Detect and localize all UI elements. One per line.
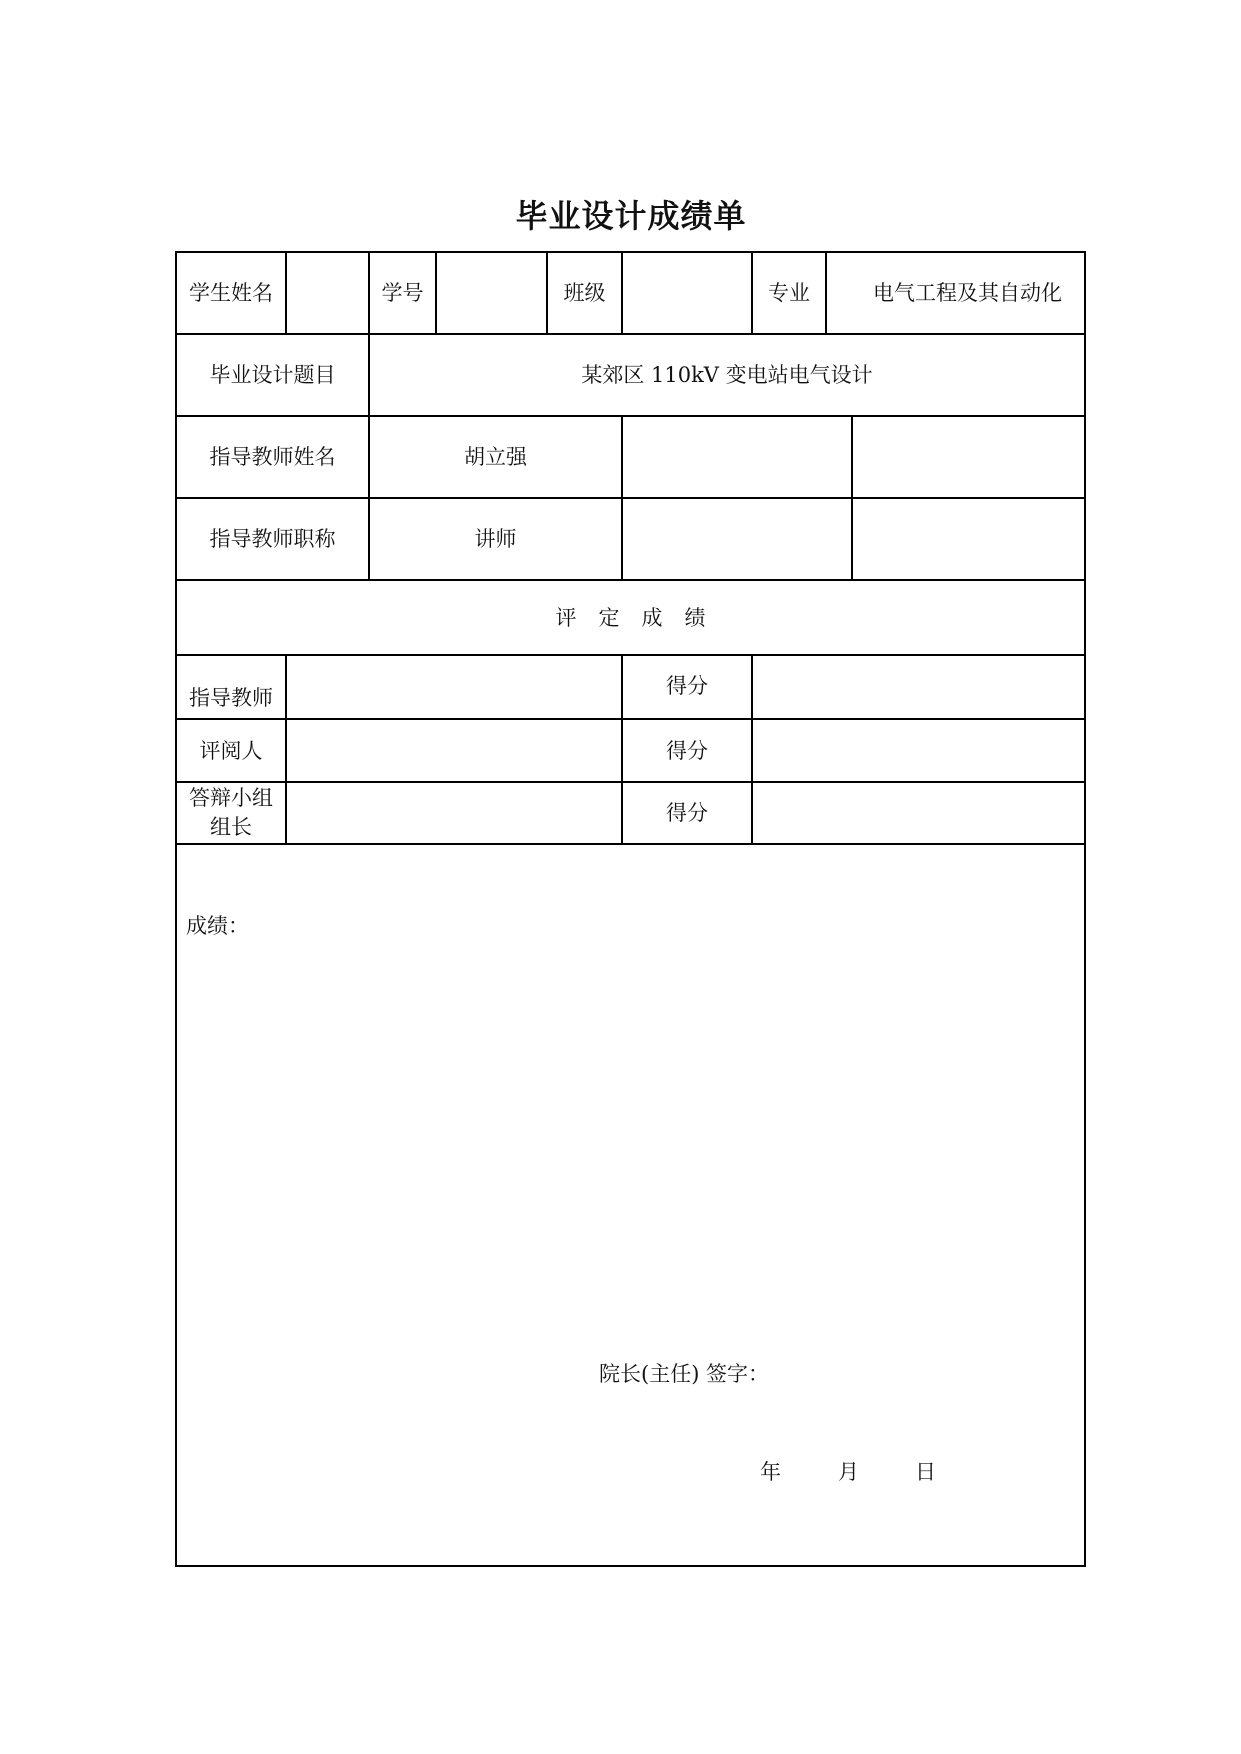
score-label: 得分 [666,738,708,763]
eval-row-label: 指导教师 [189,686,273,710]
eval-row-label: 评阅人 [199,738,263,763]
advisor-name-label: 指导教师姓名 [209,445,336,469]
student-id-label: 学号 [381,281,424,305]
day-label: 日 [915,1460,936,1484]
major-label: 专业 [768,281,810,305]
class-label: 班级 [563,281,606,305]
topic-label: 毕业设计题目 [209,363,336,387]
grade-label: 成绩： [186,914,249,938]
advisor-name-value: 胡立强 [464,445,527,469]
month-label: 月 [838,1460,859,1484]
student-name-field[interactable] [287,253,368,333]
student-id-field[interactable] [437,253,546,333]
year-label: 年 [760,1460,781,1484]
topic-value: 某郊区 110kV 变电站电气设计 [581,363,873,387]
advisor-name-extra-field[interactable] [623,417,851,497]
student-name-label: 学生姓名 [189,281,273,305]
eval-row-label: 答辩小组组长 [189,786,273,839]
eval-comment-field[interactable] [287,656,621,718]
major-value: 电气工程及其自动化 [873,281,1062,305]
eval-comment-field[interactable] [287,783,621,843]
score-label: 得分 [666,801,708,825]
eval-comment-field[interactable] [287,720,621,781]
advisor-name-extra-field[interactable] [853,417,1084,497]
advisor-title-extra-field[interactable] [623,499,851,579]
advisor-title-extra-field[interactable] [853,499,1084,579]
evaluation-heading: 评定成绩 [555,605,728,630]
score-field[interactable] [753,783,1084,843]
advisor-title-label: 指导教师职称 [209,527,336,551]
score-field[interactable] [753,720,1084,781]
score-field[interactable] [753,656,1084,718]
document-title: 毕业设计成绩单 [515,197,747,235]
score-label: 得分 [666,674,708,698]
signature-label: 院长(主任) 签字： [599,1362,770,1386]
date-line [760,1458,960,1486]
advisor-title-value: 讲师 [474,527,517,551]
class-field[interactable] [623,253,751,333]
